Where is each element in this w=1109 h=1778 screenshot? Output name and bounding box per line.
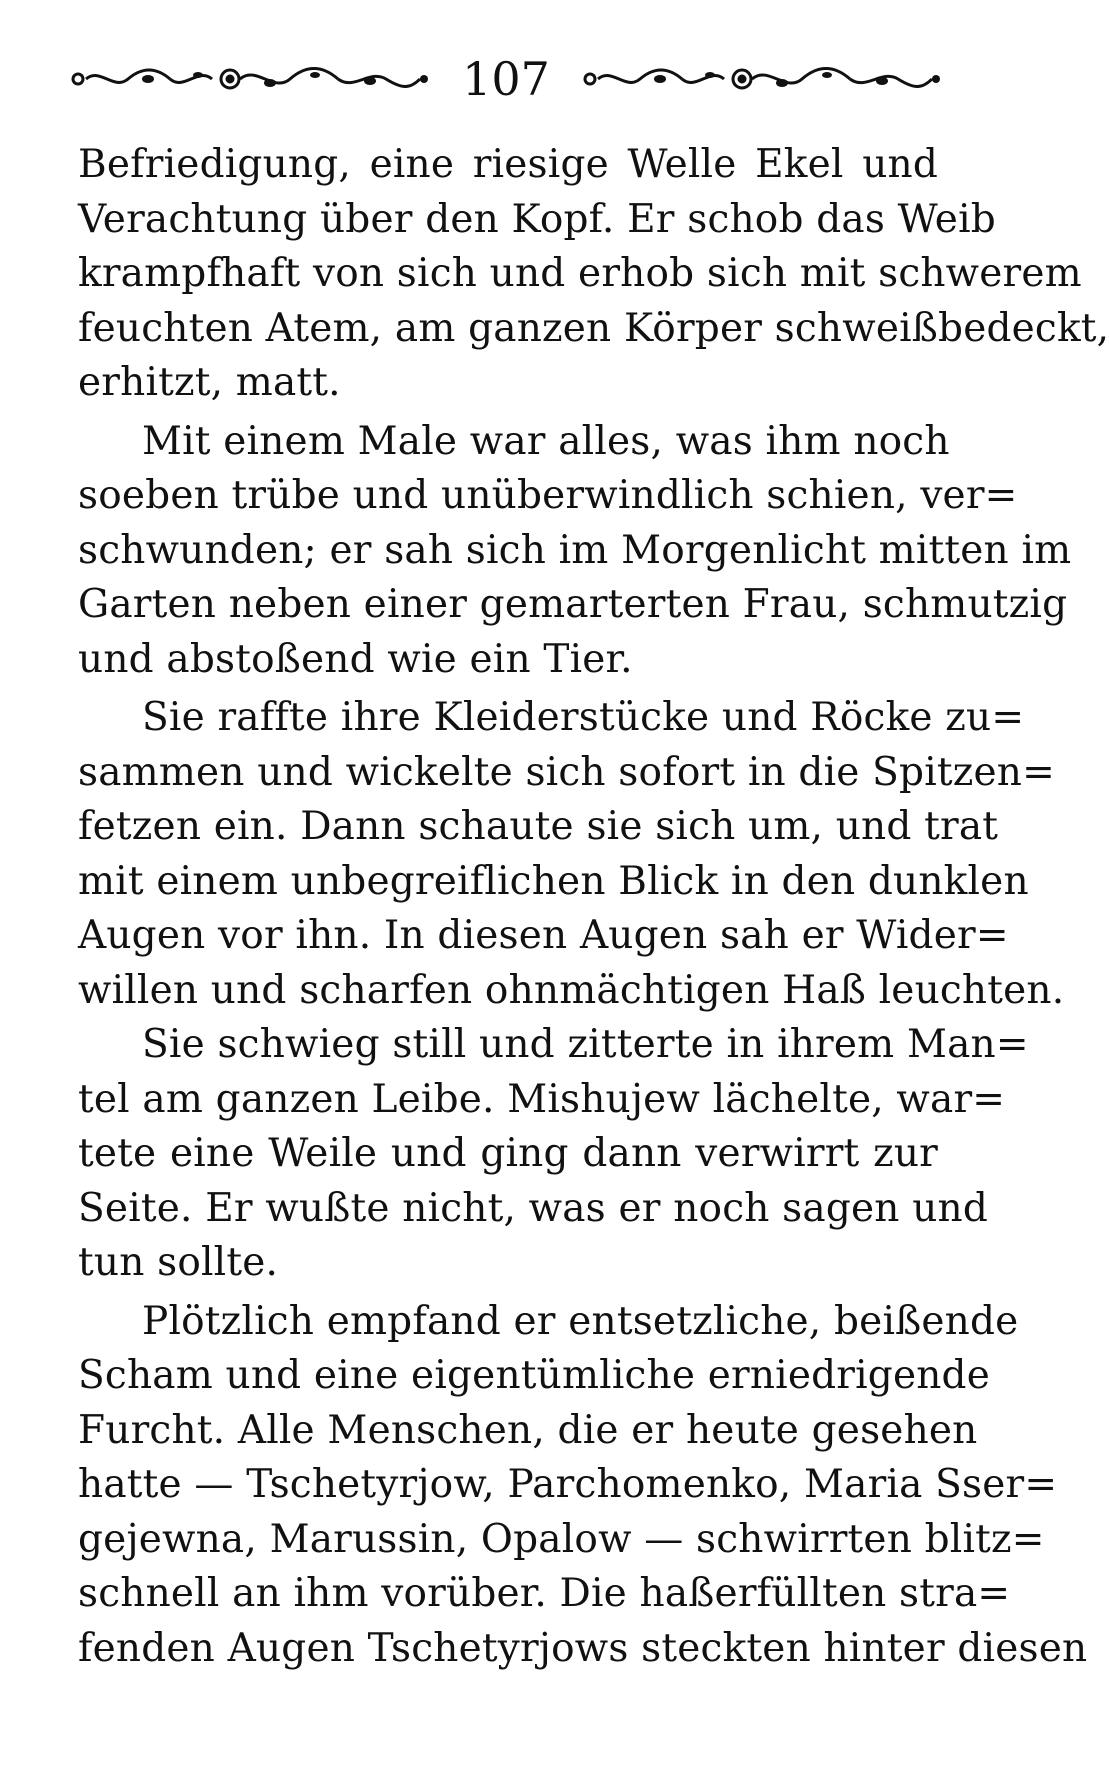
text-line: schnell an ihm vorüber. Die haßerfüllten stra= (78, 1571, 1011, 1616)
text-line: Augen vor ihn. In diesen Augen sah er Wider= (78, 913, 1009, 958)
text-line: schwunden; er sah sich im Morgenlicht mitten im (78, 527, 1072, 573)
page-header (70, 44, 942, 114)
text-line: Sie schwieg still und zitterte in ihrem Man= (142, 1022, 1029, 1067)
text-line: Seite. Er wußte nicht, was er noch sagen und (78, 1185, 988, 1231)
text-line: Garten neben einer gemarterten Frau, schmutzig (78, 582, 1068, 627)
text-line: fenden Augen Tschetyrjows steckten hinter diesen (78, 1625, 1088, 1671)
page-number: 107 (462, 52, 550, 106)
text-line: Verachtung über den Kopf. Er schob das Weib (78, 196, 996, 242)
body-text (78, 138, 1109, 1676)
text-line: und abstoßend wie ein Tier. (78, 636, 633, 682)
left-ornament-icon (70, 61, 430, 97)
text-line: Furcht. Alle Menschen, die er heute gesehen (78, 1407, 978, 1453)
text-line: Sie raffte ihre Kleiderstücke und Röcke zu= (142, 695, 1025, 740)
text-line: tun sollte. (78, 1240, 279, 1285)
text-line: feuchten Atem, am ganzen Körper schweißbedeckt, (78, 305, 1109, 351)
text-line: sammen und wickelte sich sofort in die Spitzen= (78, 749, 1055, 795)
text-line: tel am ganzen Leibe. Mishujew lächelte, war= (78, 1076, 1006, 1122)
text-line: fetzen ein. Dann schaute sie sich um, und trat (78, 804, 999, 849)
text-line: Mit einem Male war alles, was ihm noch (142, 418, 950, 464)
text-line: krampfhaft von sich und erhob sich mit schwerem (78, 251, 1082, 296)
text-line: Scham und eine eigentümliche erniedrigende (78, 1353, 991, 1398)
text-line: tete eine Weile und ging dann verwirrt zur (78, 1131, 938, 1176)
text-line: hatte — Tschetyrjow, Parchomenko, Maria Sser= (78, 1462, 1058, 1507)
text-line: mit einem unbegreiflichen Blick in den dunklen (78, 858, 1029, 904)
right-ornament-icon (582, 61, 942, 97)
text-line: Plötzlich empfand er entsetzliche, beißende (142, 1298, 1019, 1344)
text-line: gejewna, Marussin, Opalow — schwirrten blitz= (78, 1516, 1045, 1562)
text-line: erhitzt, matt. (78, 360, 341, 405)
text-line: soeben trübe und unüberwindlich schien, ver= (78, 473, 1018, 518)
text-line: willen und scharfen ohnmächtigen Haß leuchten. (78, 967, 1065, 1013)
text-line: Befriedigung, eine riesige Welle Ekel und (78, 142, 938, 187)
